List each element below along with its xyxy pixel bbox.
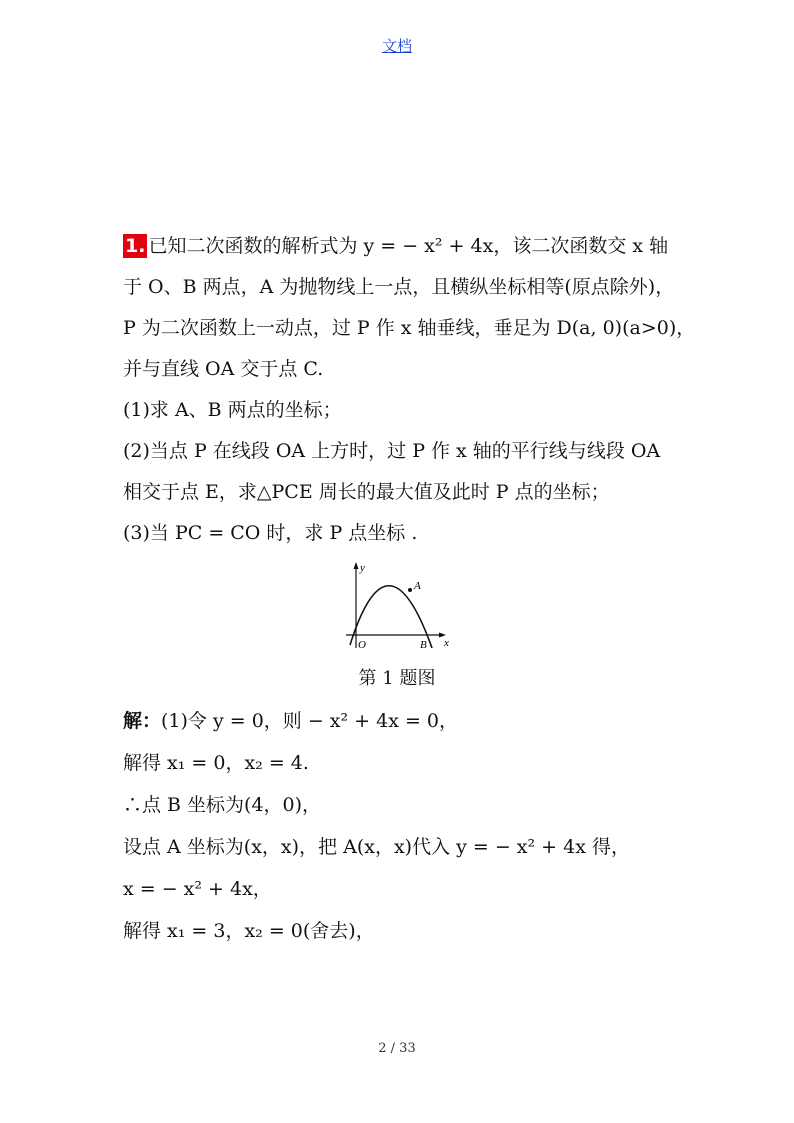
point-a-dot: [408, 588, 412, 592]
problem-line: 于 O、B 两点，A 为抛物线上一点，且横纵坐标相等(原点除外)，: [123, 276, 675, 298]
problem-number-badge: 1.: [125, 235, 146, 257]
solution-line: [123, 700, 683, 742]
parabola-figure: [340, 560, 460, 652]
solution-line-text: (1)令 y = 0，则 − x² + 4x = 0，: [161, 710, 459, 732]
solution-label: 解：: [123, 710, 162, 732]
solution-line: 解得 x₁ = 3，x₂ = 0(舍去)，: [123, 920, 375, 942]
y-axis-label: y: [360, 562, 365, 574]
solution-line: 设点 A 坐标为(x，x)，把 A(x，x)代入 y = − x² + 4x 得，: [123, 836, 630, 858]
question-1: (1)求 A、B 两点的坐标；: [123, 399, 342, 421]
point-b-label: B: [420, 639, 427, 651]
figure-caption: 第 1 题图: [358, 668, 436, 689]
solution-line: ∴点 B 坐标为(4，0)，: [123, 794, 322, 816]
y-axis-arrow: [354, 562, 359, 569]
point-a-label: A: [414, 580, 421, 592]
x-axis-label: x: [444, 637, 449, 649]
question-2-continued: 相交于点 E，求△PCE 周长的最大值及此时 P 点的坐标；: [123, 481, 610, 503]
problem-line: [123, 226, 683, 267]
solution-text: [123, 700, 683, 952]
header-document-link[interactable]: 文档: [381, 37, 412, 55]
problem-line: 并与直线 OA 交于点 C.: [123, 358, 324, 380]
problem-text: [123, 226, 696, 554]
origin-label: O: [358, 639, 366, 651]
solution-line: 解得 x₁ = 0，x₂ = 4.: [123, 752, 309, 774]
page-number: 2 / 33: [378, 1041, 416, 1056]
problem-line: P 为二次函数上一动点，过 P 作 x 轴垂线，垂足为 D(a, 0)(a>0)，: [123, 317, 696, 339]
question-3: (3)当 PC = CO 时，求 P 点坐标 .: [123, 522, 418, 544]
problem-line-text: 已知二次函数的解析式为 y = − x² + 4x，该二次函数交 x 轴: [148, 235, 669, 257]
solution-line: x = − x² + 4x，: [123, 878, 272, 900]
question-2: (2)当点 P 在线段 OA 上方时，过 P 作 x 轴的平行线与线段 OA: [123, 440, 661, 462]
